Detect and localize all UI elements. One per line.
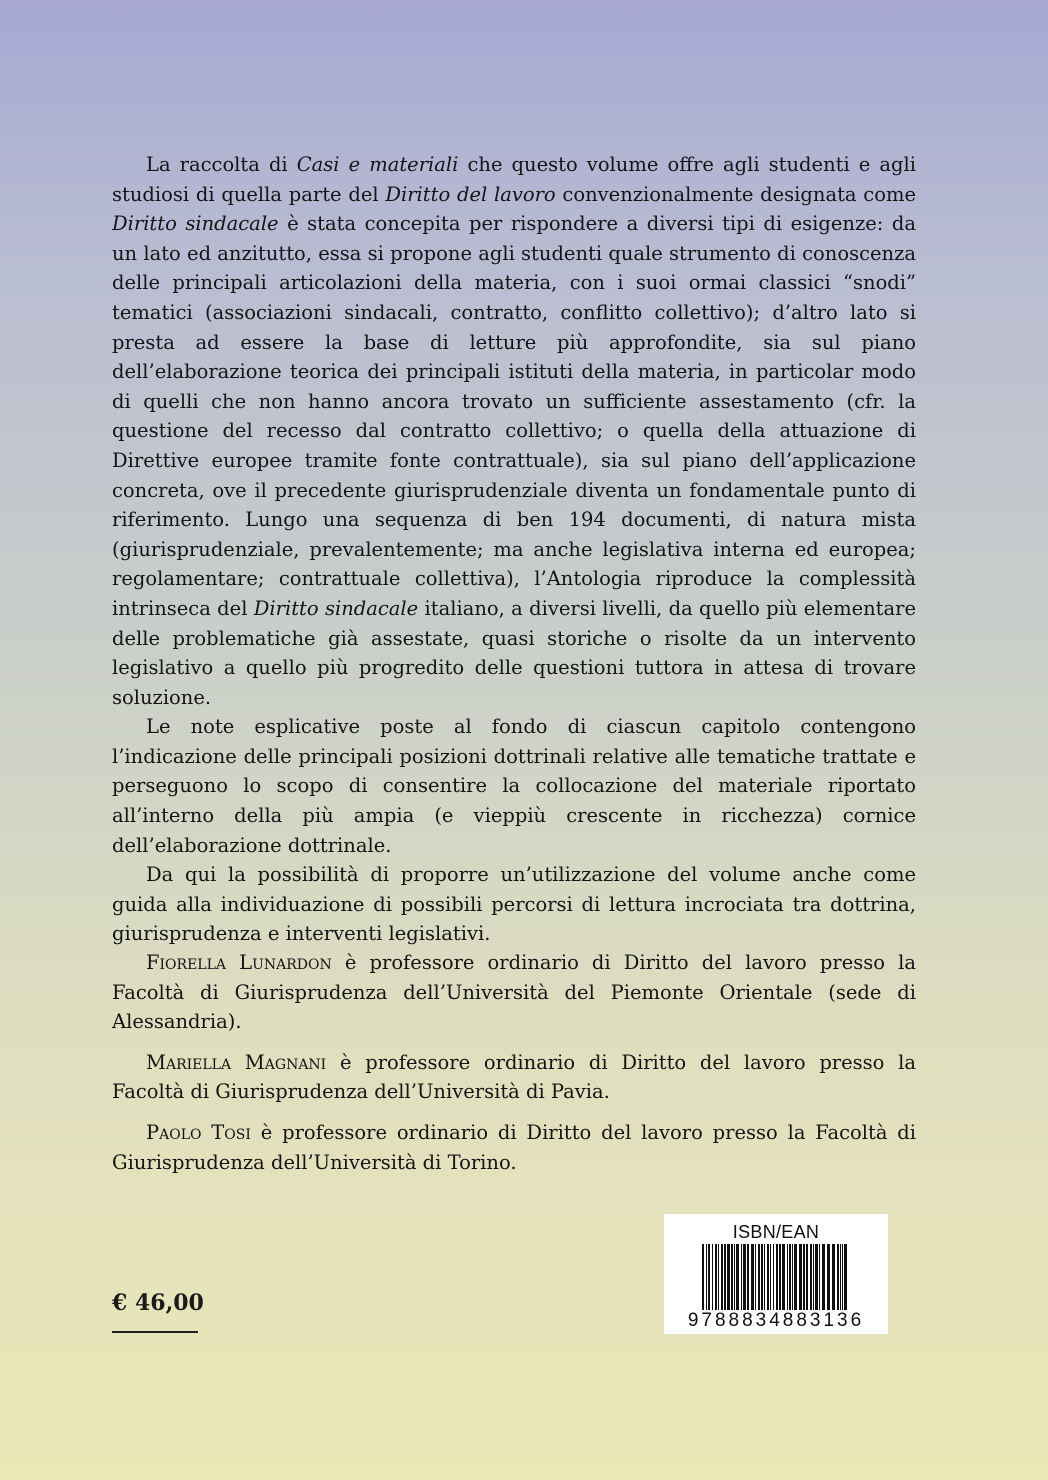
author-bio: [112, 1048, 916, 1107]
author-name: Mariella Magnani: [146, 1050, 327, 1074]
blurb-text-run: convenzionalmente designata come: [555, 182, 916, 206]
italic-term: Diritto sindacale: [253, 596, 419, 620]
author-bio-text: è professore ordinario di Diritto del lavoro presso la Facoltà di Giurisprudenza dell’Università del Piemonte Orientale (sede di Alessandria).: [112, 951, 916, 1034]
author-bio: [112, 948, 916, 1037]
isbn-number: 9788834883136: [687, 1310, 865, 1331]
blurb-text-run: La raccolta di: [146, 153, 297, 176]
author-bios: [112, 948, 916, 1188]
blurb-text-run: che questo volume offre agli studenti e agli studiosi di quella parte del: [112, 153, 916, 206]
italic-term: Diritto sindacale: [112, 212, 279, 236]
author-bio: [112, 1118, 916, 1177]
italic-term: Diritto del lavoro: [385, 182, 556, 206]
blurb-paragraph-1: [112, 150, 916, 712]
author-name: Fiorella Lunardon: [146, 951, 332, 974]
blurb-text-run: è stata concepita per rispondere a diversi tipi di esigenze: da un lato ed anzitutto, essa si propone agli studenti quale strumento di conoscenza delle principali articolazioni della materia, con i suoi ormai classici “snodi” tematici (associazioni sindacali, contratto, conflitto collettivo); d’altro lato si presta ad essere la base di letture più approfondite, sia sul piano dell’elaborazione teorica dei principali istituti della materia, in particolar modo di quelli che non hanno ancora trovato un sufficiente assestamento (cfr. la questione del recesso dal contratto collettivo; o quella della attuazione di Direttive europee tramite fonte contrattuale), sia sul piano dell’applicazione concreta, ove il precedente giurisprudenziale diventa un fondamentale punto di riferimento. Lungo una sequenza di ben 194 documenti, di natura mista (giurisprudenziale, prevalentemente; ma anche legislativa interna ed europea; regolamentare; contrattuale collettiva), l’Antologia riproduce la complessità intrinseca del: [112, 212, 916, 620]
blurb-text: [112, 150, 916, 949]
price: € 46,00: [112, 1290, 204, 1316]
price-underline: [112, 1331, 198, 1333]
isbn-barcode-box: [664, 1214, 888, 1334]
blurb-paragraph-2: Le note esplicative poste al fondo di ciascun capitolo contengono l’indicazione delle principali posizioni dottrinali relative alle tematiche trattate e perseguono lo scopo di consentire la collocazione del materiale riportato all’interno della più ampia (e vieppiù crescente in ricchezza) cornice dell’elaborazione dottrinale.: [112, 715, 916, 857]
blurb-paragraph-3: Da qui la possibilità di proporre un’utilizzazione del volume anche come guida alla individuazione di possibili percorsi di lettura incrociata tra dottrina, giurisprudenza e interventi legislativi.: [112, 863, 916, 946]
author-bio-text: è professore ordinario di Diritto del lavoro presso la Facoltà di Giurisprudenza dell’Università di Torino.: [112, 1120, 916, 1174]
blurb-text-run: italiano, a diversi livelli, da quello più elementare delle problematiche già assestate, quasi storiche o risolte da un intervento legislativo a quello più progredito delle questioni tuttora in attesa di trovare soluzione.: [112, 596, 917, 709]
isbn-label: ISBN/EAN: [732, 1222, 820, 1242]
italic-term: Casi e materiali: [296, 153, 459, 176]
barcode-icon: [702, 1244, 852, 1310]
author-name: Paolo Tosi: [146, 1120, 251, 1144]
author-bio-text: è professore ordinario di Diritto del lavoro presso la Facoltà di Giurisprudenza dell’Università di Pavia.: [112, 1050, 917, 1104]
